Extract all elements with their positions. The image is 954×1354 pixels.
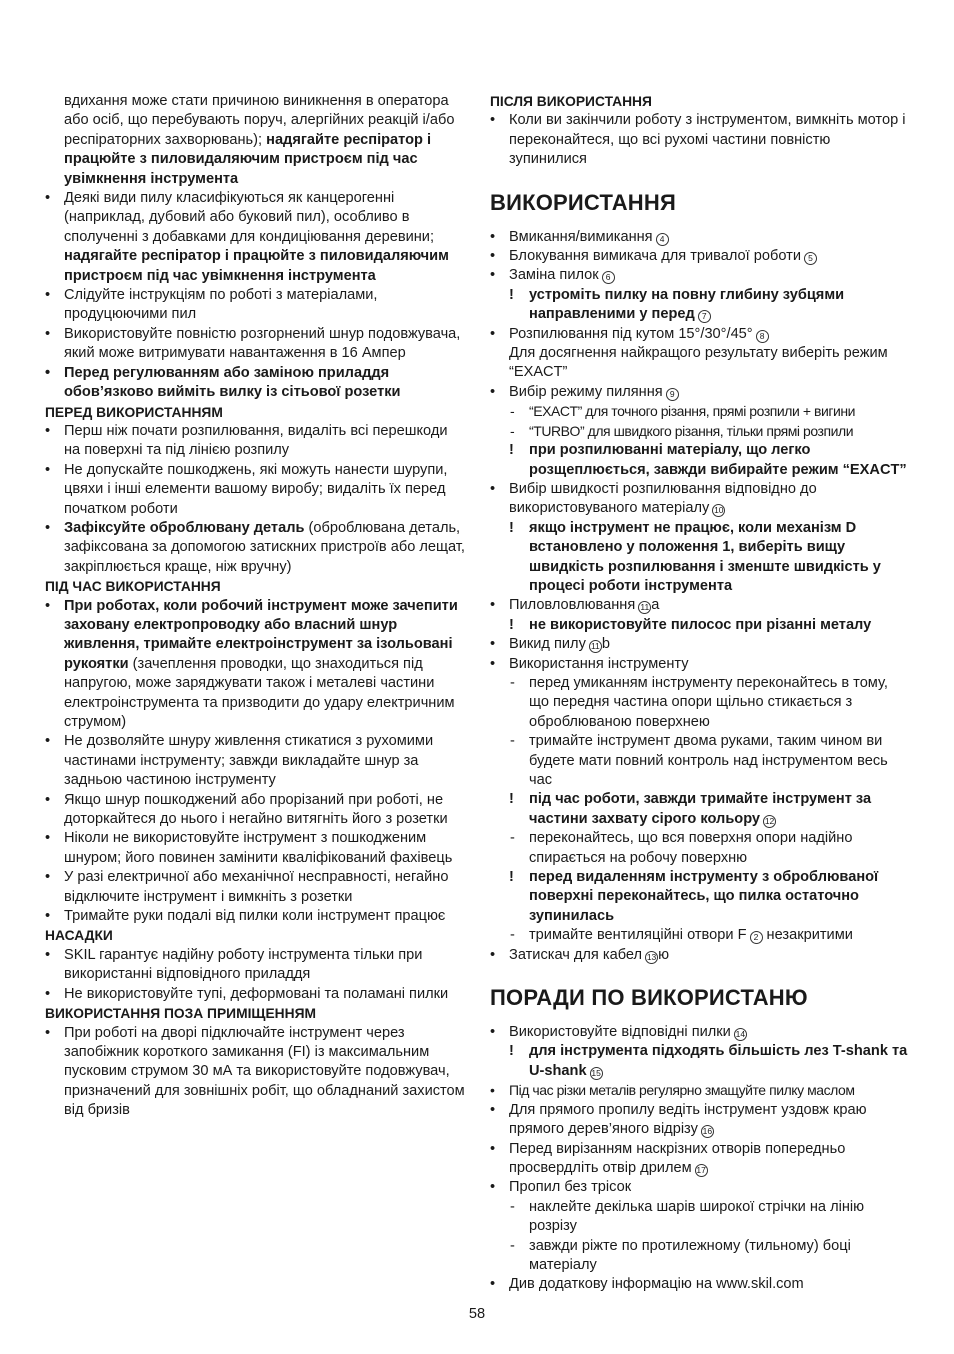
heading-accessories: НАСАДКИ bbox=[45, 928, 113, 944]
list-item: • Пиловловлювання 11 a bbox=[490, 596, 910, 615]
list-item: • Затискач для кабел 13 ю bbox=[490, 946, 910, 965]
ref-number: 16 bbox=[702, 1126, 713, 1137]
list-item: • При роботі на дворі підключайте інструмент через запобіжник короткого замикання (FI) із максимальним пусковим струмом 30 мА та використовуйте подовжувач, призначений для зовнішніх робіт, що обладнаний захистом від бризів bbox=[45, 1024, 465, 1121]
list-item: • Для прямого пропилу ведіть інструмент уздовж краю прямого дерев’яного відрізу 16 bbox=[490, 1101, 910, 1140]
heading-after-use: ПІСЛЯ ВИКОРИСТАННЯ bbox=[490, 94, 652, 109]
warning-item: ! при розпилюванні матеріалу, що легко розщеплюється, завжди вибирайте режим “EXACT” bbox=[490, 441, 910, 480]
ref-number: 15 bbox=[591, 1067, 601, 1078]
warning-item: ! устроміть пилку на повну глибину зубцями направленими у перед 7 bbox=[490, 286, 910, 325]
list-item: • Під час різки металів регулярно змащуйте пилку маслом bbox=[490, 1081, 910, 1100]
list-item: • Використання інструменту bbox=[490, 655, 910, 674]
list-item: • Зафіксуйте оброблювану деталь (оброблювана деталь, зафіксована за допомогою затискних пристроїв або лещат, закріплюється краще, ніж вручну) bbox=[45, 519, 465, 577]
section-title-tips: ПОРАДИ ПО ВИКОРИСТАНЮ bbox=[490, 985, 808, 1011]
left-column bbox=[45, 92, 465, 1121]
warning-item: ! для інструмента підходять більшість лез T-shank та U-shank 15 bbox=[490, 1042, 910, 1081]
ref-number: 4 bbox=[656, 233, 669, 246]
list-item: • Вмикання/вимикання 4 bbox=[490, 228, 910, 247]
heading-outdoor-use: ВИКОРИСТАННЯ ПОЗА ПРИМІЩЕННЯМ bbox=[45, 1006, 317, 1022]
heading-before-use: ПЕРЕД ВИКОРИСТАННЯМ bbox=[45, 404, 223, 420]
list-item: • При роботах, коли робочий інструмент може зачепити заховану електропроводку або власний шнур живлення, тримайте електроінструмент за ізольовані рукоятки (зачеплення проводки, що знаходиться під напругою, може заряджувати також і металеві частини електроінструмента та призводити до удару електричним струмом) bbox=[45, 597, 465, 733]
dash-item: - завжди ріжте по протилежному (тильному) боці матеріалу bbox=[490, 1237, 910, 1276]
list-item: • Блокування вимикача для тривалої роботи 5 bbox=[490, 247, 910, 266]
list-item: • Не використовуйте тупі, деформовані та поламані пилки bbox=[45, 985, 465, 1004]
ref-number: 9 bbox=[666, 388, 679, 401]
list-item: • SKIL гарантує надійну роботу інструмента тільки при використанні відповідного приладдя bbox=[45, 946, 465, 985]
list-item: • Деякі види пилу класифікуються як канцерогенні (наприклад, дубовий або буковий пил), особливо в сполученні з добавками для кондиціювання деревини; надягайте респіратор і працюйте з пиловидаляючим пристроєм під час увімкнення інструмента bbox=[45, 189, 465, 286]
list-item: • Викид пилу 11 b bbox=[490, 635, 910, 654]
dash-item: - тримайте вентиляційні отвори F 2 незакритими bbox=[490, 926, 910, 945]
list-item: • Заміна пилок 6 bbox=[490, 266, 910, 285]
ref-number: 8 bbox=[756, 330, 769, 343]
ref-number: 2 bbox=[750, 931, 763, 944]
ref-number: 14 bbox=[735, 1029, 746, 1040]
warning-item: ! не використовуйте пилосос при різанні металу bbox=[490, 616, 910, 635]
ref-number: 6 bbox=[602, 271, 615, 284]
list-item: • Див додаткову інформацію на www.skil.com bbox=[490, 1275, 910, 1294]
ref-number: 5 bbox=[804, 252, 817, 265]
note-text: Для досягнення найкращого результату виберіть режим “EXACT” bbox=[509, 345, 888, 381]
list-item: • Якщо шнур пошкоджений або прорізаний при роботі, не доторкайтеся до нього і негайно витягніть його з розетки bbox=[45, 791, 465, 830]
section-title-use: ВИКОРИСТАННЯ bbox=[490, 189, 676, 215]
ref-number: 17 bbox=[696, 1164, 706, 1175]
ref-number: 7 bbox=[698, 310, 711, 323]
list-item: • Слідуйте інструкціям по роботі з матеріалами, продуцюючими пил bbox=[45, 286, 465, 325]
warning-item: ! перед видаленням інструменту з оброблюваної поверхні переконайтесь, що пилка остаточно зупинилась bbox=[490, 868, 910, 926]
warning-item: ! якщо інструмент не працює, коли механізм D встановлено у положення 1, виберіть вищу швидкість розпилювання і зменште швидкість у процесі роботи інструмента bbox=[490, 519, 910, 597]
ref-number: 12 bbox=[764, 815, 775, 826]
page-number: 58 bbox=[468, 1306, 486, 1322]
ref-number: 11 bbox=[589, 640, 602, 653]
list-item: • Розпилювання під кутом 15°/30°/45° 8 bbox=[490, 325, 910, 344]
heading-during-use: ПІД ЧАС ВИКОРИСТАННЯ bbox=[45, 579, 221, 595]
list-item: • Перш ніж почати розпилювання, видаліть всі перешкоди на поверхні та під лінією розпилу bbox=[45, 422, 465, 461]
dash-item: - наклейте декілька шарів широкої стрічки на лінію розрізу bbox=[490, 1198, 910, 1237]
list-item: • Перед вирізанням наскрізних отворів попередньо просвердліть отвір дрилем 17 bbox=[490, 1140, 910, 1179]
right-column bbox=[490, 92, 910, 1295]
dash-item: - “TURBO” для швидкого різання, тільки прямі розпили bbox=[490, 422, 910, 441]
dash-item: - “EXACT” для точного різання, прямі розпили + вигини bbox=[490, 402, 910, 421]
ref-number: 13 bbox=[646, 951, 657, 962]
dash-item: - перед умиканням інструменту переконайтесь в тому, що передня частина опори щільно стикається з оброблюваною поверхнею bbox=[490, 674, 910, 732]
ref-number: 11 bbox=[638, 601, 651, 614]
list-item: • Пропил без трісок bbox=[490, 1178, 910, 1197]
list-item: • Коли ви закінчили роботу з інструментом, вимкніть мотор і переконайтеся, що всі рухомі частини повністю зупинилися bbox=[490, 111, 910, 169]
warning-item: ! під час роботи, завжди тримайте інструмент за частини захвату сірого кольору 12 bbox=[490, 790, 910, 829]
list-item: • Використовуйте відповідні пилки 14 bbox=[490, 1023, 910, 1042]
list-item: • Перед регулюванням або заміною приладдя обов’язково вийміть вилку із сітьової розетки bbox=[45, 364, 465, 403]
list-item: • Ніколи не використовуйте інструмент з пошкодженим шнуром; його повинен замінити кваліфікований фахівець bbox=[45, 829, 465, 868]
list-item: • Тримайте руки подалі від пилки коли інструмент працює bbox=[45, 907, 465, 926]
dash-item: - переконайтесь, що вся поверхня опори надійно спирається на робочу поверхню bbox=[490, 829, 910, 868]
list-item: • Використовуйте повністю розгорнений шнур подовжувача, який може витримувати навантаження в 16 Ампер bbox=[45, 325, 465, 364]
list-item: • Не допускайте пошкоджень, які можуть нанести шурупи, цвяхи і інші елементи вашому виробу; видаліть їх перед початком роботи bbox=[45, 461, 465, 519]
list-item: • У разі електричної або механічної несправності, негайно відключите інструмент і вимкніть з розетки bbox=[45, 868, 465, 907]
list-item: • Вибір швидкості розпилювання відповідно до використовуваного матеріалу 10 bbox=[490, 480, 910, 519]
list-item: • Не дозволяйте шнуру живлення стикатися з рухомими частинами інструменту; завжди викладайте шнур за задньою частиною інструменту bbox=[45, 732, 465, 790]
dash-item: - тримайте інструмент двома руками, таким чином ви будете мати повний контроль над інструментом весь час bbox=[490, 732, 910, 790]
intro-paragraph: вдихання може стати причиною виникнення в оператора або осіб, що перебувають поруч, алергійних реакцій і/або респіраторних захворювань); надягайте респіратор і працюйте з пиловидаляючим пристроєм під час увімкнення інструмента bbox=[64, 93, 455, 187]
list-item: • Вибір режиму пиляння 9 bbox=[490, 383, 910, 402]
ref-number: 10 bbox=[714, 505, 724, 516]
